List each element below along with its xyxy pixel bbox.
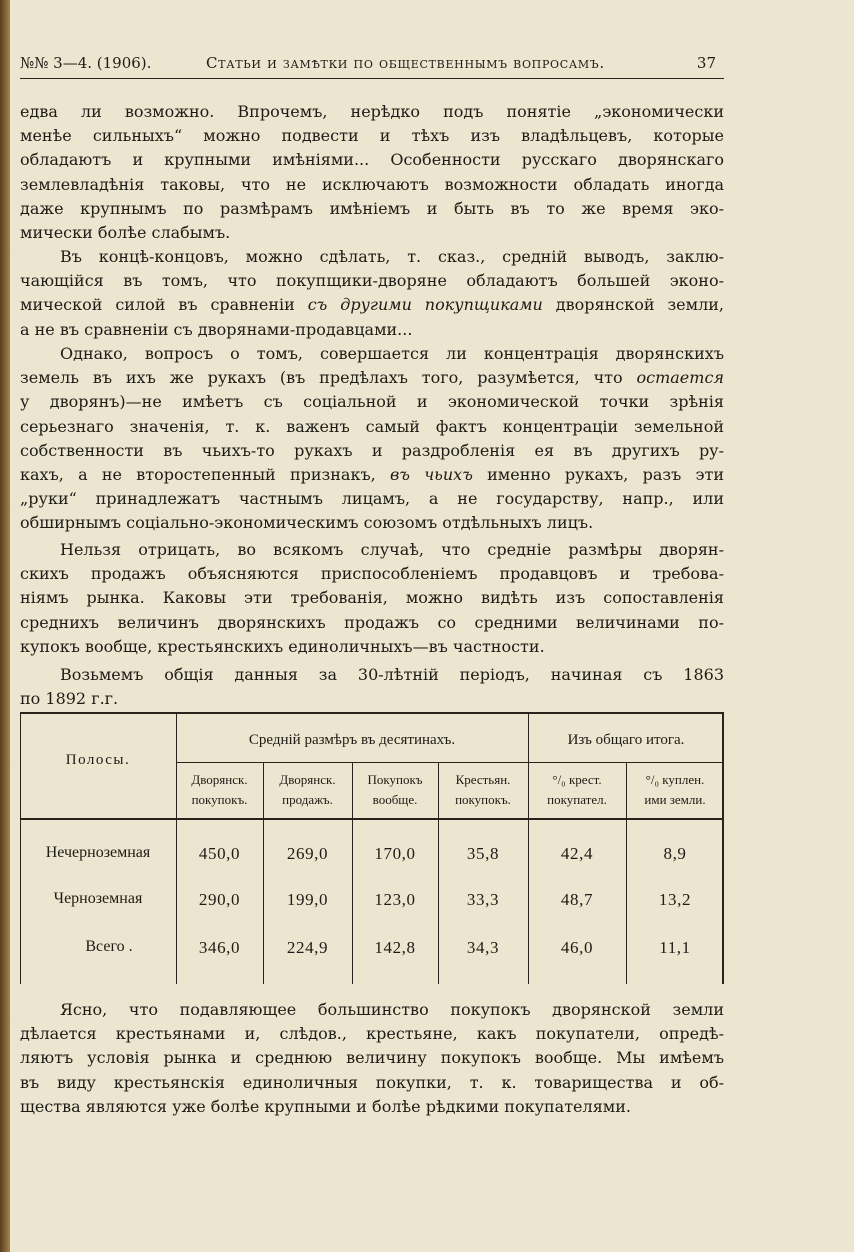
text-line: Ясно, что подавляющее большинство покупокъ дворянской земли xyxy=(60,1000,724,1019)
subheader-line: Дворянск. xyxy=(279,772,336,787)
subheader-cell xyxy=(176,770,263,810)
text-line: въ виду крестьянскія единоличныя покупки, т. к. товарищества и об- xyxy=(20,1072,724,1092)
data-table xyxy=(20,712,724,984)
issue-number: №№ 3—4. (1906). xyxy=(20,54,152,72)
text-line: Въ концѣ-концовъ, можно сдѣлать, т. сказ., средній выводъ, заклю- xyxy=(60,247,724,266)
paragraph-3 xyxy=(20,342,724,536)
table-cell: 33,3 xyxy=(466,890,500,909)
subheader-line: покупател. xyxy=(547,792,607,807)
text-line: менѣе сильныхъ“ можно подвести и тѣхъ изъ владѣльцевъ, которые xyxy=(20,126,724,146)
text-line: по 1892 г.г. xyxy=(20,689,119,709)
table-cell: 42,4 xyxy=(560,844,594,863)
paragraph-5 xyxy=(20,663,724,711)
table-cell: 34,3 xyxy=(466,938,500,957)
table-cell: 123,0 xyxy=(374,890,416,909)
text-run: кахъ, а не второстепенный признакъ, xyxy=(20,465,376,485)
text-line: мически болѣе слабымъ. xyxy=(20,223,231,243)
header-group-total: Изъ общаго итога. xyxy=(567,732,685,748)
table-cell: 46,0 xyxy=(560,938,594,957)
subheader-line: ими земли. xyxy=(644,792,706,807)
text-line xyxy=(20,293,724,317)
table-cell: 450,0 xyxy=(198,844,241,863)
subheader-cell xyxy=(626,770,724,810)
table-cell: 48,7 xyxy=(560,890,594,909)
section-title: Статьи и замѣтки по общественнымъ вопросамъ. xyxy=(206,54,605,72)
text-line: даже крупнымъ по размѣрамъ имѣніемъ и быть въ то же время эко- xyxy=(20,198,724,218)
text-line: а не въ сравненіи съ дворянами-продавцами... xyxy=(20,319,413,339)
header-group-average-size: Средній размѣръ въ десятинахъ. xyxy=(248,732,456,748)
text-line: ляютъ условія рынка и среднюю величину покупокъ вообще. Мы имѣемъ xyxy=(20,1048,724,1068)
text-line: Возьмемъ общія данныя за 30-лѣтній періодъ, начиная съ 1863 xyxy=(60,665,724,684)
table-cell: 8,9 xyxy=(663,844,687,863)
subheader-line: вообще. xyxy=(372,792,418,807)
running-header xyxy=(20,54,724,79)
subheader-cell xyxy=(352,770,438,810)
paragraph-4 xyxy=(20,538,724,659)
paragraph-1 xyxy=(20,100,724,245)
table-cell: 11,1 xyxy=(659,938,691,957)
table-cell: 35,8 xyxy=(466,844,500,863)
text-line: едва ли возможно. Впрочемъ, нерѣдко подъ понятіе „экономически xyxy=(20,102,724,121)
text-line: у дворянъ)—не имѣетъ съ соціальной и экономической точки зрѣнія xyxy=(20,392,724,412)
text-run: земель въ ихъ же рукахъ (въ предѣлахъ того, разумѣется, что xyxy=(20,368,623,388)
row-label: Нечерноземная xyxy=(45,844,151,861)
text-line: дѣлается крестьянами и, слѣдов., крестьяне, какъ покупатели, опредѣ- xyxy=(20,1024,724,1044)
text-line: скихъ продажъ объясняются приспособленіемъ продавцовъ и требова- xyxy=(20,564,724,584)
row-label: Всего . xyxy=(85,938,133,955)
subheader-cell xyxy=(438,770,528,810)
text-run: дворянской земли, xyxy=(555,295,725,315)
header-polosy: Полосы. xyxy=(65,752,131,768)
text-line: ніямъ рынка. Каковы эти требованія, можно видѣть изъ сопоставленія xyxy=(20,588,724,608)
table-cell: 224,9 xyxy=(286,938,329,957)
text-line: Однако, вопросъ о томъ, совершается ли концентрація дворянскихъ xyxy=(60,344,724,363)
subheader-line: Покупокъ xyxy=(367,772,423,787)
text-line: „руки“ принадлежатъ частнымъ лицамъ, а не государству, напр., или xyxy=(20,489,724,509)
text-line xyxy=(20,463,724,487)
subheader-line: Дворянск. xyxy=(191,772,248,787)
italic-phrase: съ другими покупщиками xyxy=(307,295,543,315)
table-cell: 199,0 xyxy=(286,890,329,909)
italic-phrase: остается xyxy=(636,368,724,388)
table-cell: 142,8 xyxy=(374,938,416,957)
italic-phrase: въ чьихъ xyxy=(389,465,473,485)
text-line: серьезнаго значенія, т. к. важенъ самый фактъ концентраціи земельной xyxy=(20,416,724,436)
subheader-line: покупокъ. xyxy=(191,792,248,807)
paragraph-2 xyxy=(20,245,724,342)
subheader-cell xyxy=(528,770,626,810)
table-cell: 269,0 xyxy=(286,844,329,863)
subheader-line: Крестьян. xyxy=(455,772,511,787)
subheader-cell xyxy=(263,770,352,810)
table-cell: 290,0 xyxy=(198,890,241,909)
text-line: щества являются уже болѣе крупными и болѣе рѣдкими покупателями. xyxy=(20,1096,631,1116)
subheader-line: продажъ. xyxy=(282,792,333,807)
text-line: обширнымъ соціально-экономическимъ союзомъ отдѣльныхъ лицъ. xyxy=(20,513,594,533)
text-line: Нельзя отрицать, во всякомъ случаѣ, что средніе размѣры дворян- xyxy=(60,540,724,559)
subheader-line: °/₀ куплен. xyxy=(645,772,705,787)
header-bottom-rule xyxy=(20,818,724,820)
text-line: землевладѣнія таковы, что не исключаютъ возможности обладать иногда xyxy=(20,174,724,194)
subheader-line: °/₀ крест. xyxy=(552,772,602,787)
page-binding-edge xyxy=(0,0,10,1252)
text-line: собственности въ чьихъ-то рукахъ и раздробленія ея въ другихъ ру- xyxy=(20,440,724,460)
table-cell: 170,0 xyxy=(374,844,416,863)
text-line: купокъ вообще, крестьянскихъ единоличныхъ—въ частности. xyxy=(20,636,545,656)
paragraph-6 xyxy=(20,998,724,1119)
table-cell: 13,2 xyxy=(658,890,692,909)
table-top-rule xyxy=(20,712,724,714)
text-run: мической силой въ сравненіи xyxy=(20,295,295,315)
text-line xyxy=(20,366,724,390)
row-label: Черноземная xyxy=(53,890,143,907)
text-run: именно рукахъ, разъ эти xyxy=(487,465,725,485)
text-line: обладаютъ и крупными имѣніями... Особенности русскаго дворянскаго xyxy=(20,150,724,170)
table-cell: 346,0 xyxy=(198,938,241,957)
subheader-line: покупокъ. xyxy=(455,792,511,807)
text-line: среднихъ величинъ дворянскихъ продажъ со средними величинами по- xyxy=(20,612,724,632)
text-line: чающійся въ томъ, что покупщики-дворяне обладаютъ большей эконо- xyxy=(20,271,724,291)
page-number: 37 xyxy=(696,54,716,72)
